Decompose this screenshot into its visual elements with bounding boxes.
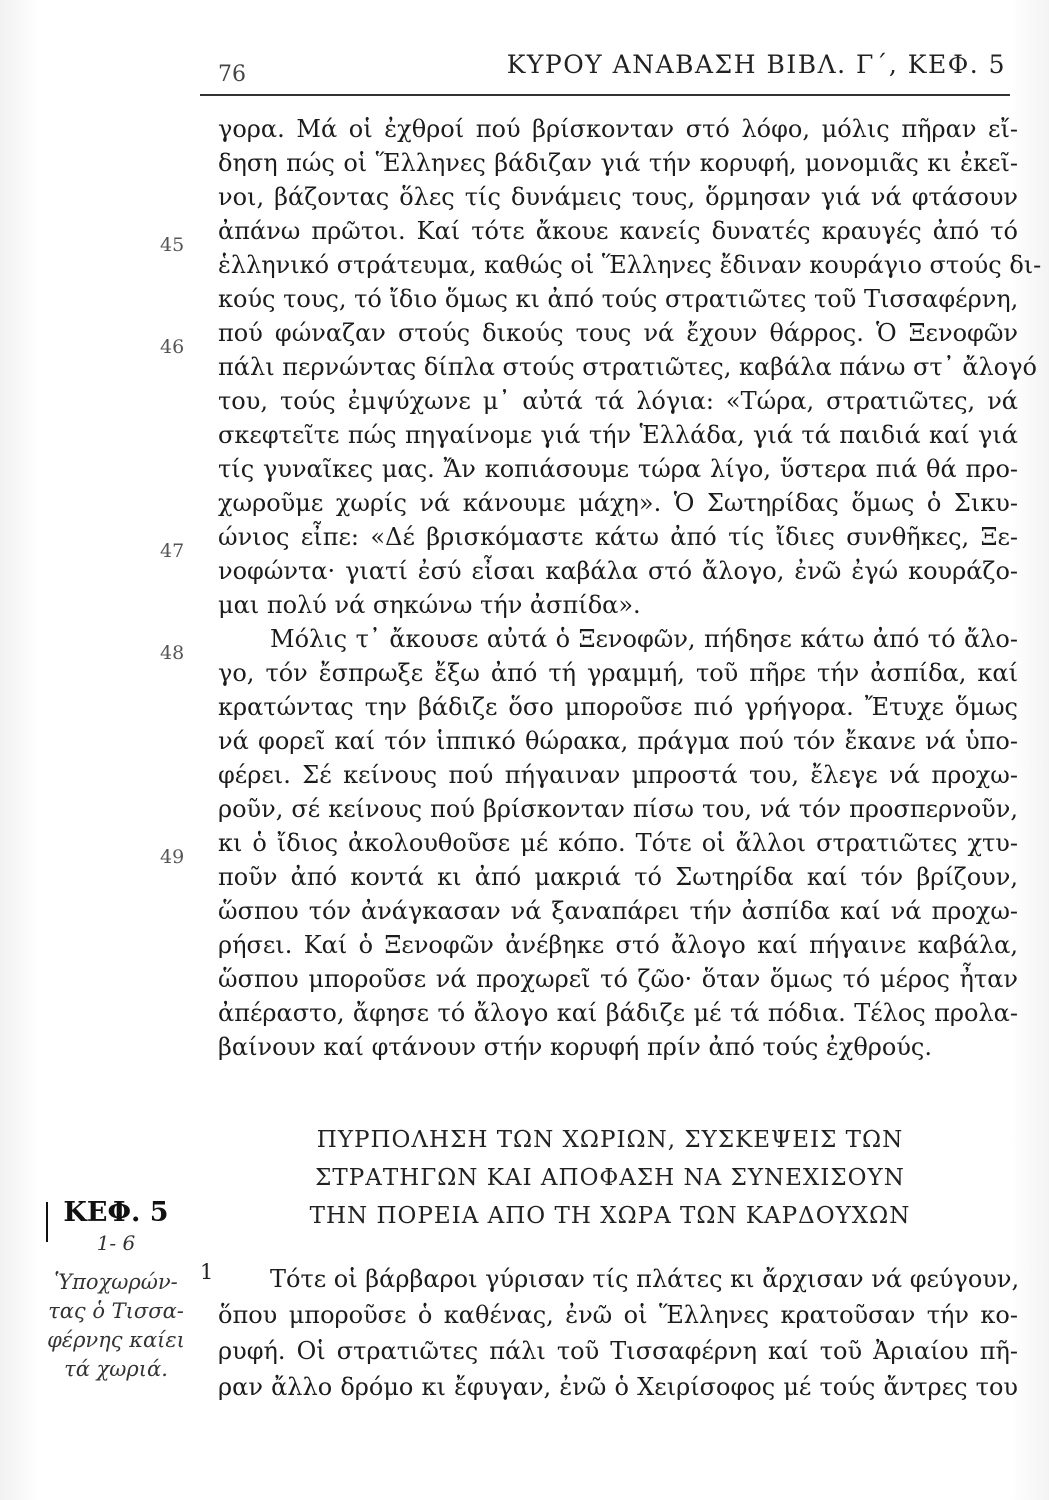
margin-note-line: τά χωριά. bbox=[64, 1357, 168, 1381]
margin-note bbox=[40, 1268, 192, 1384]
text-line: δηση πώς οἱ Ἕλληνες βάδιζαν γιά τήν κορυφή, μονομιᾶς κι ἐκεῖ- bbox=[218, 149, 1018, 177]
page-number: 76 bbox=[218, 62, 246, 87]
text-line: νοι, βάζοντας ὅλες τίς δυνάμεις τους, ὅρμησαν γιά νά φτάσουν bbox=[218, 183, 1018, 211]
text-line: ρυφή. Οἱ στρατιῶτες πάλι τοῦ Τισσαφέρνη καί τοῦ Ἀριαίου πῆ- bbox=[218, 1337, 1018, 1365]
chapter-range: 1- 6 bbox=[96, 1231, 136, 1255]
margin-note-line: τας ὁ Τισσα- bbox=[48, 1299, 184, 1323]
line-number: 47 bbox=[160, 540, 185, 562]
chapter-label: ΚΕΦ. 5 bbox=[63, 1197, 169, 1228]
text-line: γο, τόν ἔσπρωξε ἔξω ἀπό τή γραμμή, τοῦ πῆρε τήν ἀσπίδα, καί bbox=[218, 659, 1018, 687]
line-number: 45 bbox=[160, 234, 185, 256]
text-line: κι ὁ ἴδιος ἀκολουθοῦσε μέ κόπο. Τότε οἱ ἄλλοι στρατιῶτες χτυ- bbox=[218, 829, 1018, 857]
page-header bbox=[200, 40, 1010, 96]
text-line: ἑλληνικό στράτευμα, καθώς οἱ Ἕλληνες ἔδιναν κουράγιο στούς δι- bbox=[218, 251, 1042, 279]
text-line: ρήσει. Καί ὁ Ξενοφῶν ἀνέβηκε στό ἄλογο καί πήγαινε καβάλα, bbox=[218, 931, 1018, 959]
running-title: ΚΥΡΟΥ ΑΝΑΒΑΣΗ ΒΙΒΛ. Γ΄, ΚΕΦ. 5 bbox=[506, 50, 1006, 79]
text-line: ἀπάνω πρῶτοι. Καί τότε ἄκουε κανείς δυνατές κραυγές ἀπό τό bbox=[218, 217, 1018, 245]
heading-line: ΠΥΡΠΟΛΗΣΗ ΤΩΝ ΧΩΡΙΩΝ, ΣΥΣΚΕΨΕΙΣ ΤΩΝ bbox=[316, 1127, 904, 1153]
text-line: ὥσπου τόν ἀνάγκασαν νά ξαναπάρει τήν ἀσπίδα καί νά προχω- bbox=[218, 897, 1018, 925]
text-line: του, τούς ἐμψύχωνε μ᾽ αὐτά τά λόγια: «Τώρα, στρατιῶτες, νά bbox=[218, 387, 1018, 415]
text-line: νοφώντα· γιατί ἐσύ εἶσαι καβάλα στό ἄλογο, ἐνῶ ἐγώ κουράζο- bbox=[218, 557, 1018, 585]
text-line: κρατώντας την βάδιζε ὅσο μποροῦσε πιό γρήγορα. Ἔτυχε ὅμως bbox=[218, 693, 1018, 721]
line-number: 1 bbox=[200, 1260, 214, 1284]
text-line: ὅπου μποροῦσε ὁ καθένας, ἐνῶ οἱ Ἕλληνες κρατοῦσαν τήν κο- bbox=[218, 1301, 1018, 1329]
text-line: Τότε οἱ βάρβαροι γύρισαν τίς πλάτες κι ἄρχισαν νά φεύγουν, bbox=[270, 1265, 1020, 1293]
text-line: βαίνουν καί φτάνουν στήν κορυφή πρίν ἀπό τούς ἐχθρούς. bbox=[218, 1033, 932, 1061]
margin-note-line: φέρνης καίει bbox=[47, 1328, 185, 1352]
line-number: 48 bbox=[160, 642, 185, 664]
text-line: ραν ἄλλο δρόμο κι ἔφυγαν, ἐνῶ ὁ Χειρίσοφος μέ τούς ἄντρες του bbox=[218, 1373, 1018, 1401]
text-line: ποῦν ἀπό κοντά κι ἀπό μακριά τό Σωτηρίδα καί τόν βρίζουν, bbox=[218, 863, 1018, 891]
text-line: πού φώναζαν στούς δικούς τους νά ἔχουν θάρρος. Ὁ Ξενοφῶν bbox=[218, 319, 1018, 347]
text-line: ώνιος εἶπε: «Δέ βρισκόμαστε κάτω ἀπό τίς ἴδιες συνθῆκες, Ξε- bbox=[218, 523, 1018, 551]
text-line: φέρει. Σέ κείνους πού πήγαιναν μπροστά του, ἔλεγε νά προχω- bbox=[218, 761, 1018, 789]
header-rule bbox=[200, 94, 1010, 96]
heading-line: ΣΤΡΑΤΗΓΩΝ ΚΑΙ ΑΠΟΦΑΣΗ ΝΑ ΣΥΝΕΧΙΣΟΥΝ bbox=[315, 1165, 905, 1191]
margin-note-line: Ὑποχωρών- bbox=[54, 1270, 178, 1294]
text-line: χωροῦμε χωρίς νά κάνουμε μάχη». Ὁ Σωτηρίδας ὅμως ὁ Σικυ- bbox=[218, 489, 1018, 517]
text-line: ἀπέραστο, ἄφησε τό ἄλογο καί βάδιζε μέ τά πόδια. Τέλος προλα- bbox=[218, 999, 1018, 1027]
line-number: 46 bbox=[160, 336, 185, 358]
text-line: γορα. Μά οἱ ἐχθροί πού βρίσκονταν στό λόφο, μόλις πῆραν εἴ- bbox=[218, 115, 1018, 143]
text-line: ὥσπου μποροῦσε νά προχωρεῖ τό ζῶο· ὅταν ὅμως τό μέρος ἦταν bbox=[218, 965, 1018, 993]
text-line: σκεφτεῖτε πώς πηγαίνομε γιά τήν Ἑλλάδα, γιά τά παιδιά καί γιά bbox=[218, 421, 1018, 449]
text-line: Μόλις τ᾽ ἄκουσε αὐτά ὁ Ξενοφῶν, πήδησε κάτω ἀπό τό ἄλο- bbox=[270, 625, 1018, 653]
heading-line: ΤΗΝ ΠΟΡΕΙΑ ΑΠΟ ΤΗ ΧΩΡΑ ΤΩΝ ΚΑΡΔΟΥΧΩΝ bbox=[309, 1203, 911, 1229]
text-line: κούς τους, τό ἴδιο ὅμως κι ἀπό τούς στρατιῶτες τοῦ Τισσαφέρνη, bbox=[218, 285, 1019, 313]
text-line: πάλι περνώντας δίπλα στούς στρατιῶτες, καβάλα πάνω στ᾽ ἄλογό bbox=[218, 353, 1037, 381]
chapter-sidebar bbox=[40, 1196, 192, 1384]
text-line: τίς γυναῖκες μας. Ἄν κοπιάσουμε τώρα λίγο, ὕστερα πιά θά προ- bbox=[218, 455, 1018, 483]
text-line: νά φορεῖ καί τόν ἱππικό θώρακα, πράγμα πού τόν ἔκανε νά ὑπο- bbox=[218, 727, 1018, 755]
line-number: 49 bbox=[160, 846, 185, 868]
text-line: ροῦν, σέ κείνους πού βρίσκονταν πίσω του, νά τόν προσπερνοῦν, bbox=[218, 795, 1018, 823]
text-line: μαι πολύ νά σηκώνω τήν ἀσπίδα». bbox=[218, 591, 641, 619]
